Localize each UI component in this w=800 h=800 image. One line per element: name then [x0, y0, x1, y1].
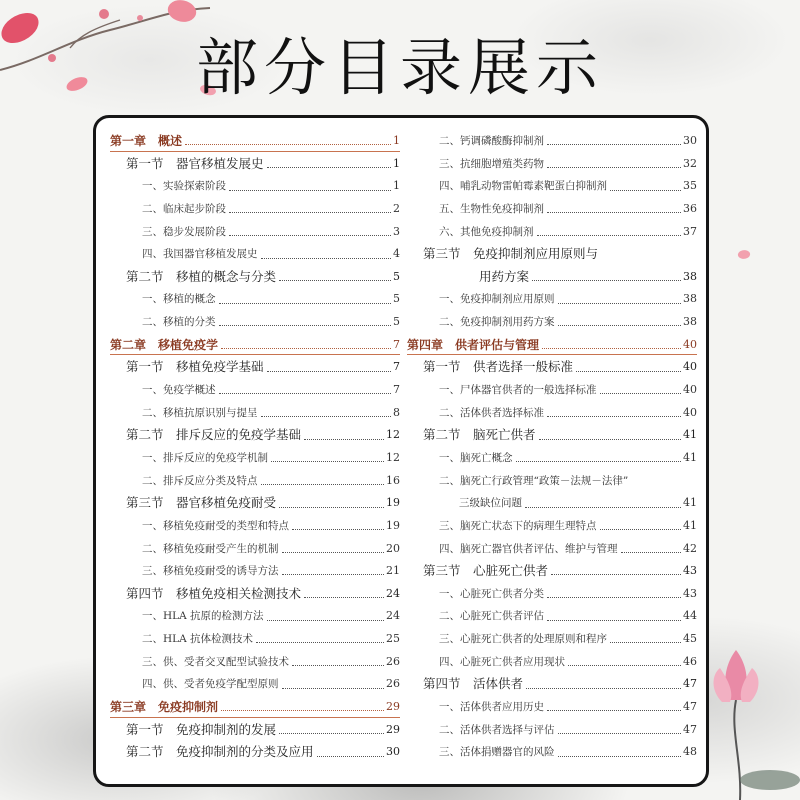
toc-entry-text: 二、临床起步阶段 [142, 202, 226, 215]
dot-leader [551, 573, 681, 575]
toc-item [407, 741, 697, 764]
toc-item [110, 470, 400, 493]
toc-entry-text: 四、心脏死亡供者应用现状 [439, 655, 565, 668]
toc-entry-text: 第三节 心脏死亡供者 [423, 563, 549, 579]
toc-entry-text: 五、生物性免疫抑制剂 [439, 202, 544, 215]
dot-leader [282, 573, 385, 575]
toc-entry-text: 二、活体供者选择与评估 [439, 723, 555, 736]
toc-entry-text: 四、我国器官移植发展史 [142, 248, 258, 261]
dot-leader [600, 528, 682, 530]
toc-page-number: 1 [393, 156, 400, 170]
dot-leader [547, 211, 681, 213]
toc-entry-text: 第二节 脑死亡供者 [423, 427, 536, 443]
toc-page-number: 30 [683, 134, 697, 147]
dot-leader [261, 415, 392, 417]
toc-entry-text: 第一章 概述 [110, 134, 183, 148]
toc-entry-text: 用药方案 [479, 268, 530, 284]
toc-item [110, 651, 400, 674]
dot-leader [229, 211, 391, 213]
toc-page-number: 3 [393, 224, 400, 238]
toc-entry-text: 第一节 供者选择一般标准 [423, 359, 574, 375]
toc-page-number: 35 [683, 179, 697, 193]
toc-page-number: 48 [683, 745, 697, 759]
dot-leader [304, 596, 384, 598]
toc-entry-text: 六、其他免疫抑制剂 [439, 225, 534, 238]
toc-entry-text: 第三节 免疫抑制剂应用原则与 [423, 246, 599, 262]
dot-leader [282, 551, 385, 553]
dot-leader [558, 324, 682, 326]
dot-leader [542, 347, 681, 349]
toc-entry-text: 第四节 移植免疫相关检测技术 [126, 585, 302, 601]
toc-entry-text: 一、移植的概念 [142, 293, 216, 306]
toc-page-number: 24 [386, 609, 400, 623]
toc-page-number: 32 [683, 156, 697, 170]
toc-section [407, 424, 697, 447]
dot-leader [219, 302, 392, 304]
dot-leader [547, 143, 681, 145]
toc-page-number: 29 [386, 700, 400, 714]
dot-leader [547, 619, 681, 621]
toc-item [407, 651, 697, 674]
dot-leader [271, 460, 384, 462]
toc-entry-text: 二、钙调磷酸酶抑制剂 [439, 135, 544, 147]
toc-page-number: 41 [683, 496, 697, 510]
toc-page-number: 29 [386, 722, 400, 736]
toc-page-number: 4 [393, 247, 400, 261]
toc-item [110, 175, 400, 198]
toc-item [407, 696, 697, 719]
toc-entry-text: 三、抗细胞增殖类药物 [439, 157, 544, 170]
toc-page-number: 20 [386, 541, 400, 555]
toc-item [407, 311, 697, 334]
dot-leader [558, 755, 682, 757]
toc-page-number: 5 [393, 292, 400, 306]
toc-entry-text: 二、活体供者选择标准 [439, 406, 544, 419]
toc-entry-text: 第四章 供者评估与管理 [407, 337, 540, 352]
toc-page-number: 7 [393, 337, 400, 351]
toc-entry-text: 第三章 免疫抑制剂 [110, 700, 219, 715]
toc-entry-text: 二、移植的分类 [142, 316, 216, 329]
toc-item [407, 470, 697, 493]
toc-page-number: 19 [386, 518, 400, 532]
toc-section [407, 243, 697, 266]
toc-entry-text: 二、排斥反应分类及特点 [142, 474, 258, 487]
toc-entry-text: 一、脑死亡概念 [439, 451, 513, 464]
toc-page-number: 1 [393, 179, 400, 193]
toc-section [407, 673, 697, 696]
toc-chapter [110, 334, 400, 357]
toc-page-number: 25 [386, 632, 400, 646]
toc-item [110, 447, 400, 470]
toc-item [407, 288, 697, 311]
toc-entry-text: 三、脑死亡状态下的病理生理特点 [439, 519, 597, 532]
toc-entry-text: 一、HLA 抗原的检测方法 [142, 610, 264, 623]
dot-leader [304, 438, 384, 440]
toc-item [110, 402, 400, 425]
dot-leader [219, 324, 392, 326]
dot-leader [221, 709, 384, 711]
toc-item [110, 198, 400, 221]
toc-page-number: 46 [683, 654, 697, 668]
toc-cont [407, 266, 697, 289]
toc-section [110, 356, 400, 379]
toc-page-number: 1 [393, 134, 400, 147]
dot-leader [621, 551, 682, 553]
toc-page-number: 41 [683, 518, 697, 532]
toc-entry-text: 一、免疫抑制剂应用原则 [439, 293, 555, 306]
toc-entry-text: 四、供、受者免疫学配型原则 [142, 678, 279, 691]
dot-leader [229, 234, 391, 236]
toc-section [110, 153, 400, 176]
toc-entry-text: 第二章 移植免疫学 [110, 337, 219, 352]
toc-entry-text: 第三节 器官移植免疫耐受 [126, 495, 277, 511]
dot-leader [229, 189, 391, 191]
toc-chapter [407, 334, 697, 357]
toc-entry-text: 三级缺位问题 [459, 497, 522, 510]
toc-entry-text: 三、稳步发展阶段 [142, 225, 226, 238]
toc-page-number: 12 [386, 450, 400, 464]
dot-leader [292, 664, 384, 666]
dot-leader [558, 302, 682, 304]
toc-entry-text: 三、供、受者交叉配型试验技术 [142, 655, 289, 668]
toc-item [407, 130, 697, 153]
toc-item [110, 379, 400, 402]
toc-entry-text: 一、排斥反应的免疫学机制 [142, 451, 268, 464]
dot-leader [267, 619, 384, 621]
toc-item [110, 243, 400, 266]
toc-section [110, 266, 400, 289]
toc-entry-text: 三、活体捐赠器官的风险 [439, 746, 555, 759]
toc-page-number: 42 [683, 541, 697, 555]
toc-item [407, 628, 697, 651]
dot-leader [537, 234, 682, 236]
toc-page-number: 40 [683, 360, 697, 374]
dot-leader [558, 732, 682, 734]
toc-page-number: 43 [683, 586, 697, 600]
toc-page-number: 47 [683, 677, 697, 691]
toc-item [407, 538, 697, 561]
toc-page-number: 12 [386, 428, 400, 442]
dot-leader [547, 709, 681, 711]
toc-page-number: 40 [683, 337, 697, 351]
dot-leader [525, 506, 681, 508]
toc-section [407, 560, 697, 583]
toc-page-number: 45 [683, 632, 697, 646]
toc-item [110, 311, 400, 334]
page-heading: 部分目录展示 [195, 31, 604, 104]
toc-item [407, 198, 697, 221]
toc-chapter [110, 130, 400, 153]
toc-page-number: 5 [393, 269, 400, 283]
toc-item [407, 379, 697, 402]
toc-left-column [110, 130, 400, 764]
toc-page-number: 16 [386, 473, 400, 487]
toc-page-number: 41 [683, 428, 697, 442]
dot-leader [261, 483, 385, 485]
toc-section [110, 719, 400, 742]
toc-item [407, 719, 697, 742]
toc-entry-text: 二、移植抗原识别与提呈 [142, 406, 258, 419]
toc-page-number: 5 [393, 315, 400, 329]
toc-page-number: 19 [386, 496, 400, 510]
dot-leader [267, 370, 391, 372]
toc-page-number: 44 [683, 609, 697, 623]
toc-item [407, 605, 697, 628]
dot-leader [317, 755, 384, 757]
toc-entry-text: 四、脑死亡器官供者评估、维护与管理 [439, 542, 618, 555]
toc-entry-text: 二、HLA 抗体检测技术 [142, 633, 254, 646]
dot-leader [547, 166, 681, 168]
toc-entry-text: 一、心脏死亡供者分类 [439, 587, 544, 600]
dot-leader [547, 596, 681, 598]
toc-section [110, 424, 400, 447]
toc-section [407, 356, 697, 379]
toc-chapter [110, 696, 400, 719]
toc-page-number: 30 [386, 745, 400, 759]
dot-leader [267, 166, 391, 168]
toc-page-number: 38 [683, 269, 697, 283]
toc-page-number: 38 [683, 292, 697, 306]
toc-item [110, 673, 400, 696]
toc-entry-text: 第二节 免疫抑制剂的分类及应用 [126, 744, 314, 760]
toc-entry-text: 一、免疫学概述 [142, 384, 216, 397]
dot-leader [279, 279, 391, 281]
toc-section [110, 741, 400, 764]
toc-item [110, 605, 400, 628]
lotus-decoration [700, 640, 800, 800]
toc-item [110, 628, 400, 651]
dot-leader [219, 392, 392, 394]
toc-page-number: 40 [683, 405, 697, 419]
dot-leader [516, 460, 682, 462]
toc-item [407, 175, 697, 198]
toc-entry-text: 第四节 活体供者 [423, 676, 524, 692]
dot-leader [256, 641, 384, 643]
toc-page-number: 43 [683, 564, 697, 578]
toc-cont2 [407, 492, 697, 515]
dot-leader [600, 392, 682, 394]
toc-entry-text: 第二节 排斥反应的免疫学基础 [126, 427, 302, 443]
dot-leader [610, 189, 681, 191]
toc-item [110, 221, 400, 244]
toc-entry-text: 三、心脏死亡供者的处理原则和程序 [439, 633, 607, 646]
toc-entry-text: 二、脑死亡行政管理“政策－法规－法律” [439, 474, 629, 487]
toc-page-number: 41 [683, 450, 697, 464]
dot-leader [292, 528, 384, 530]
toc-entry-text: 四、哺乳动物雷帕霉素靶蛋白抑制剂 [439, 180, 607, 193]
toc-entry-text: 三、移植免疫耐受的诱导方法 [142, 565, 279, 578]
dot-leader [532, 279, 681, 281]
toc-page-number: 7 [393, 360, 400, 374]
toc-entry-text: 第一节 移植免疫学基础 [126, 359, 264, 375]
toc-page-number: 24 [386, 586, 400, 600]
toc-item [110, 560, 400, 583]
toc-page-number: 26 [386, 677, 400, 691]
toc-item [407, 515, 697, 538]
dot-leader [526, 687, 681, 689]
toc-entry-text: 一、移植免疫耐受的类型和特点 [142, 519, 289, 532]
dot-leader [261, 257, 392, 259]
dot-leader [539, 438, 681, 440]
toc-page-number: 38 [683, 315, 697, 329]
toc-right-column [407, 130, 697, 764]
toc-page-number: 21 [386, 564, 400, 578]
dot-leader [279, 506, 384, 508]
toc-page-number: 2 [393, 201, 400, 215]
toc-entry-text: 第二节 移植的概念与分类 [126, 268, 277, 284]
dot-leader [279, 732, 384, 734]
dot-leader [547, 415, 681, 417]
dot-leader [221, 347, 391, 349]
dot-leader [185, 143, 391, 145]
toc-item [110, 288, 400, 311]
toc-page-number: 37 [683, 224, 697, 238]
toc-item [407, 221, 697, 244]
dot-leader [282, 687, 385, 689]
toc-section [110, 583, 400, 606]
dot-leader [610, 641, 681, 643]
toc-page-number: 47 [683, 722, 697, 736]
toc-page-number: 7 [393, 383, 400, 397]
toc-entry-text: 二、心脏死亡供者评估 [439, 610, 544, 623]
dot-leader [568, 664, 681, 666]
toc-item [110, 538, 400, 561]
toc-entry-text: 一、尸体器官供者的一般选择标准 [439, 384, 597, 397]
toc-page-number: 47 [683, 700, 697, 714]
toc-item [407, 447, 697, 470]
toc-item [110, 515, 400, 538]
toc-entry-text: 第一节 免疫抑制剂的发展 [126, 721, 277, 737]
toc-entry-text: 二、移植免疫耐受产生的机制 [142, 542, 279, 555]
toc-entry-text: 一、活体供者应用历史 [439, 701, 544, 714]
toc-entry-text: 一、实验探索阶段 [142, 180, 226, 193]
toc-section [110, 492, 400, 515]
toc-page-number: 40 [683, 383, 697, 397]
toc-item [407, 402, 697, 425]
toc-item [407, 583, 697, 606]
toc-item [407, 153, 697, 176]
toc-page-number: 26 [386, 654, 400, 668]
toc-entry-text: 二、免疫抑制剂用药方案 [439, 316, 555, 329]
toc-entry-text: 第一节 器官移植发展史 [126, 155, 264, 171]
dot-leader [576, 370, 681, 372]
toc-page-number: 36 [683, 201, 697, 215]
toc-page-number: 8 [393, 405, 400, 419]
